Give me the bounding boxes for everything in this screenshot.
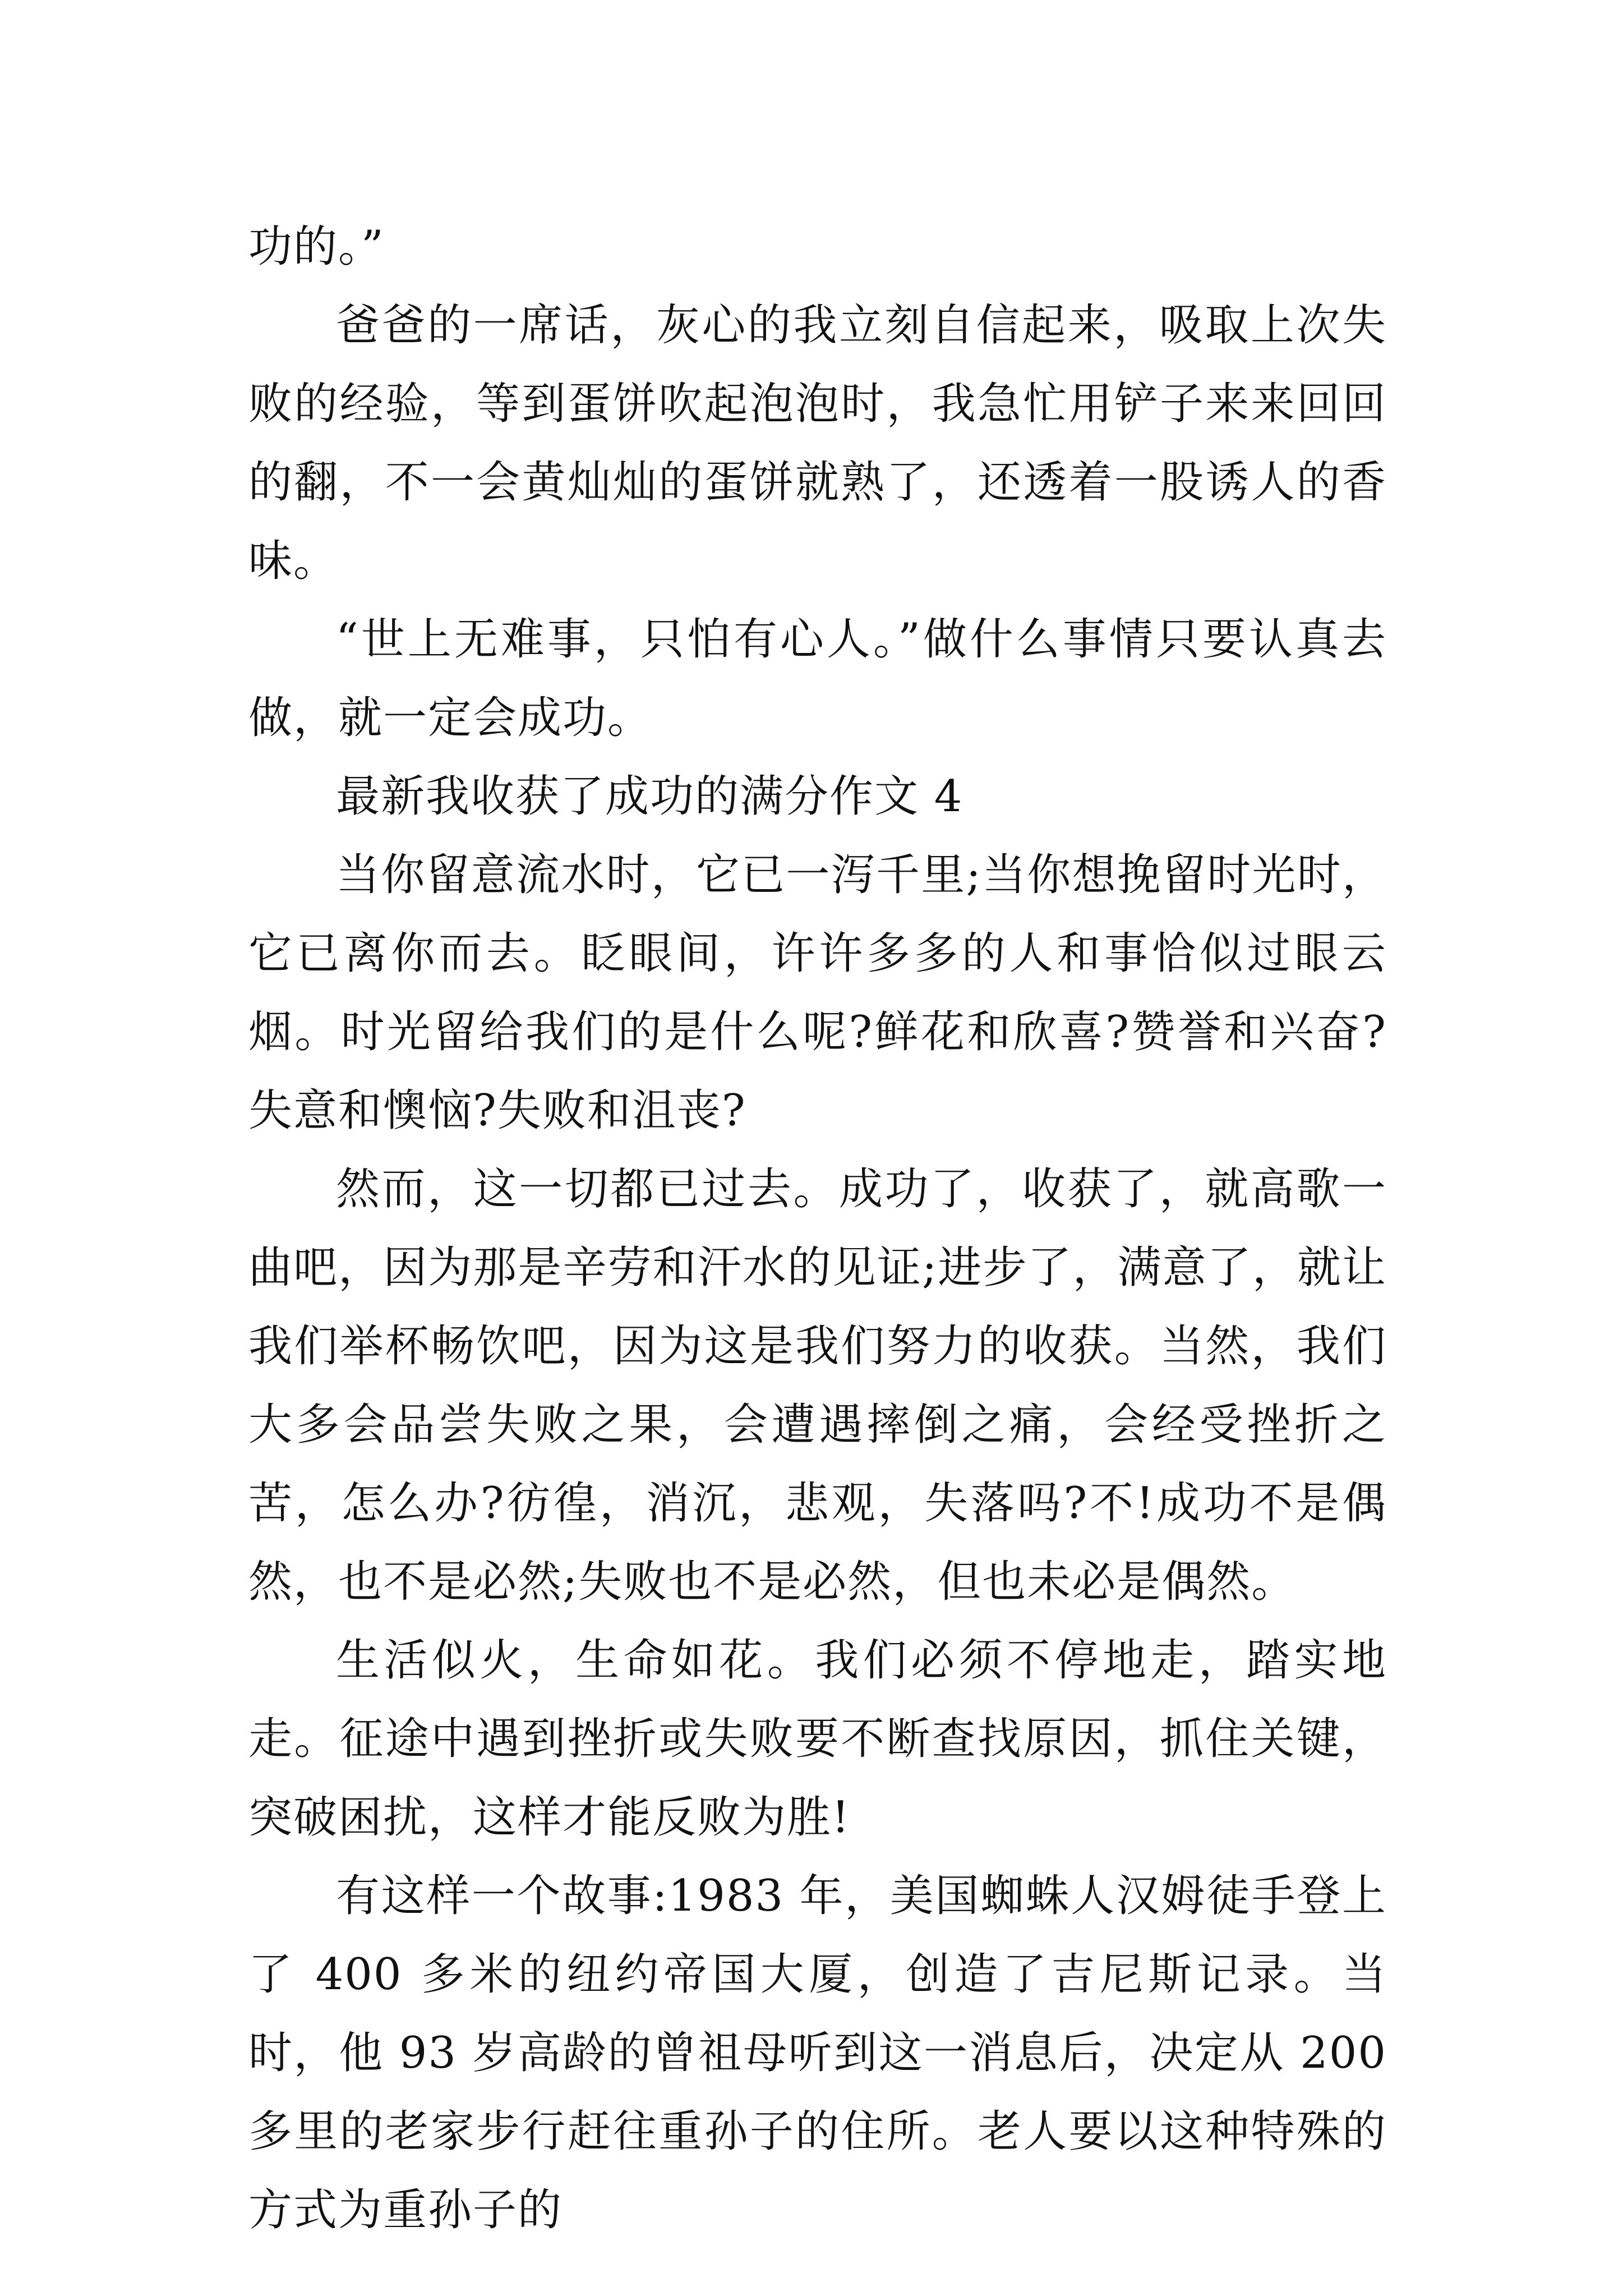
paragraph-story: 有这样一个故事:1983 年，美国蜘蛛人汉姆徒手登上了 400 多米的纽约帝国大厦，创造了吉尼斯记录。当时，他 93 岁高龄的曾祖母听到这一消息后，决定从 200 多里的老家步行赶往重孙子的住所。老人要以这种特殊的方式为重孙子的: [248, 1871, 1387, 2235]
paragraph-continuation: 功的。”: [248, 222, 385, 272]
essay-heading: 最新我收获了成功的满分作文 4: [336, 771, 963, 822]
paragraph-time: 当你留意流水时，它已一泻千里;当你想挽留时光时，它已离你而去。眨眼间，许许多多的人和事恰似过眼云烟。时光留给我们的是什么呢?鲜花和欣喜?赞誉和兴奋?失意和懊恼?失败和沮丧?: [248, 850, 1387, 1136]
paragraph-proverb: “世上无难事，只怕有心人。”做什么事情只要认真去做，就一定会成功。: [248, 614, 1387, 743]
paragraph-success-failure: 然而，这一切都已过去。成功了，收获了，就高歌一曲吧，因为那是辛劳和汗水的见证;进步了，满意了，就让我们举杯畅饮吧，因为这是我们努力的收获。当然，我们大多会品尝失败之果，会遭遇摔倒之痛，会经受挫折之苦，怎么办?彷徨，消沉，悲观，失落吗?不!成功不是偶然，也不是必然;失败也不是必然，但也未必是偶然。: [248, 1164, 1387, 1607]
paragraph-life: 生活似火，生命如花。我们必须不停地走，踏实地走。征途中遇到挫折或失败要不断查找原因，抓住关键，突破困扰，这样才能反败为胜!: [248, 1635, 1387, 1843]
paragraph-dad-words: 爸爸的一席话，灰心的我立刻自信起来，吸取上次失败的经验，等到蛋饼吹起泡泡时，我急忙用铲子来来回回的翻，不一会黄灿灿的蛋饼就熟了，还透着一股诱人的香味。: [248, 300, 1387, 586]
document-body: [248, 208, 1387, 2249]
